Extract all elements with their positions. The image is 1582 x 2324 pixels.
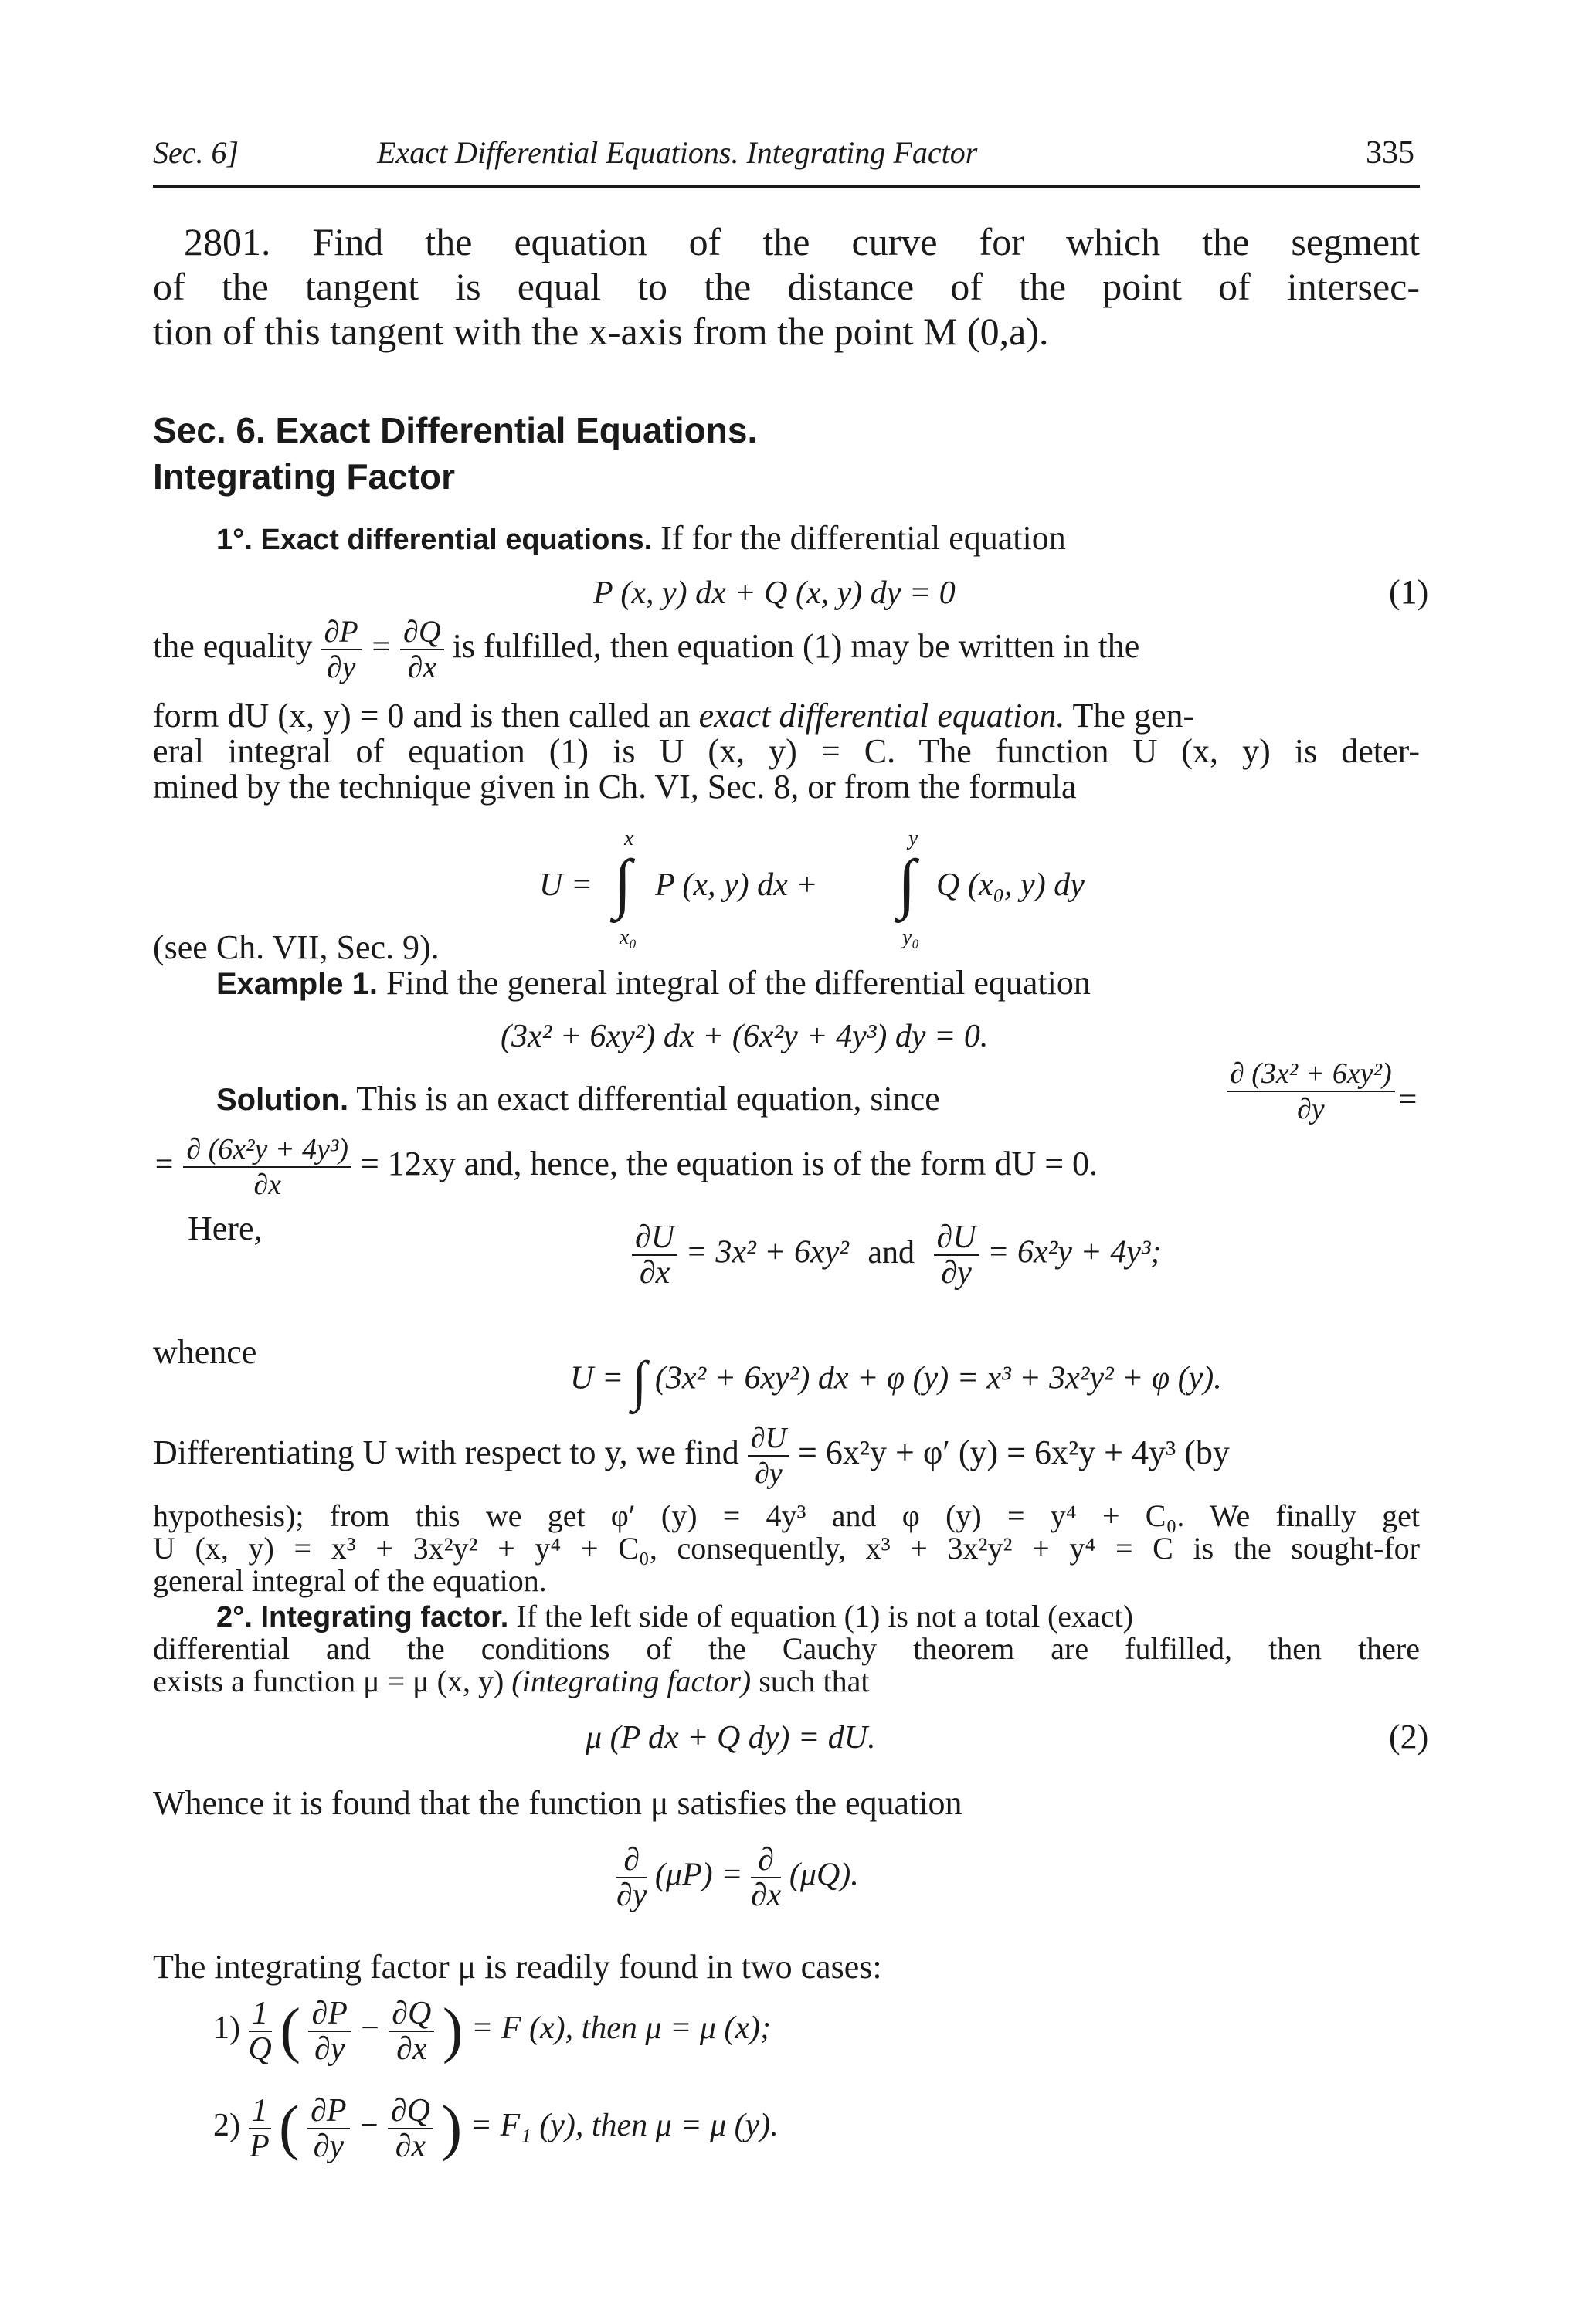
section-heading-line1: Sec. 6. Exact Differential Equations. xyxy=(153,410,758,450)
exact-de-term: exact differential equation. xyxy=(698,697,1065,735)
differentiating-line xyxy=(153,1421,1420,1491)
fraction-den: ∂y xyxy=(326,650,356,684)
equation-1: P (x, y) dx + Q (x, y) dy = 0 xyxy=(593,575,956,611)
case-2-label: 2) xyxy=(213,2108,240,2144)
example-line-2-text: = 12xy and, hence, the equation is of the form dU = 0. xyxy=(359,1145,1098,1183)
exact-intro: If for the differential equation xyxy=(660,519,1066,557)
fraction-num: 1 xyxy=(249,1997,272,2032)
general-integral-line: eral integral of equation (1) is U (x, y) = C. The function U (x, y) is deter- xyxy=(153,732,1420,770)
line3-post: such that xyxy=(759,1664,870,1698)
fraction-den: ∂x xyxy=(253,1169,281,1201)
line3-pre: exists a function μ = μ (x, y) xyxy=(153,1664,504,1698)
fraction-den: P xyxy=(250,2128,270,2164)
partials-line xyxy=(632,1220,1161,1290)
fraction-num: ∂P xyxy=(308,1997,350,2032)
diff-pre: Differentiating U with respect to y, we find xyxy=(153,1433,739,1472)
formula-U-end: Q (x₀, y) dy xyxy=(936,867,1085,903)
fraction-num: ∂ xyxy=(616,1843,647,1878)
exact-paragraph-1 xyxy=(216,517,1066,561)
integrating-line-3 xyxy=(153,1664,870,1699)
whence-line: Whence it is found that the function μ satisfies the equation xyxy=(153,1784,962,1822)
fulfilled-text: is fulfilled, then equation (1) may be written in the xyxy=(452,627,1140,666)
minus-sign: − xyxy=(358,2108,380,2144)
fraction-den: ∂x xyxy=(639,1255,670,1291)
integrating-heading: 2°. Integrating factor. xyxy=(216,1601,509,1634)
fraction-num: ∂U xyxy=(934,1220,979,1256)
example-line-2 xyxy=(153,1132,1098,1202)
fraction-dU-dx xyxy=(632,1220,677,1290)
equals-sign: = xyxy=(369,629,392,666)
case-1-rest: = F (x), then μ = μ (x); xyxy=(470,2010,772,2047)
fraction-num: ∂ (3x² + 6xy²) xyxy=(1227,1057,1395,1092)
the-gen-text: The gen- xyxy=(1072,697,1195,735)
problem-2801-line1: 2801. Find the equation of the curve for which the segment xyxy=(184,220,1420,263)
fraction-dQ-dx xyxy=(400,615,444,684)
left-paren: ( xyxy=(279,2094,300,2162)
fraction-den: ∂y xyxy=(1296,1093,1325,1125)
fraction-den: ∂y xyxy=(314,2031,345,2067)
fraction-den: ∂x xyxy=(395,2128,426,2164)
mu-Q: (μQ). xyxy=(789,1857,859,1893)
fraction-dU-dy xyxy=(748,1421,789,1491)
formula-U xyxy=(539,826,1234,950)
fraction-num: ∂Q xyxy=(400,615,444,650)
fraction-dQ-dx xyxy=(388,2094,433,2163)
U-lhs: U = xyxy=(570,1360,624,1396)
partial-x-rhs: = 3x² + 6xy² xyxy=(685,1234,849,1271)
book-page xyxy=(153,0,1458,2324)
equation-1-number: (1) xyxy=(1389,573,1429,611)
fraction-num: ∂Q xyxy=(389,1997,434,2032)
integrating-line-1 xyxy=(216,1599,1420,1635)
exact-paragraph-2 xyxy=(153,615,1420,684)
fraction-den: ∂y xyxy=(313,2128,345,2164)
whence-text: whence xyxy=(153,1333,257,1371)
fraction-den: Q xyxy=(248,2031,272,2067)
U-rhs: (3x² + 6xy²) dx + φ (y) = x³ + 3x²y² + φ (y). xyxy=(654,1360,1222,1396)
integral-sign: ∫ xyxy=(613,846,632,920)
example-label: Example 1. xyxy=(216,967,379,1001)
here-text: Here, xyxy=(188,1209,263,1247)
case-1 xyxy=(213,1996,771,2066)
case-2-rest: = F₁ (y), then μ = μ (y). xyxy=(470,2108,779,2144)
partial-y-rhs: = 6x²y + 4y³; xyxy=(987,1234,1162,1271)
integrating-line-2: differential and the conditions of the Cauchy theorem are fulfilled, then there xyxy=(153,1631,1420,1666)
fraction-1-P xyxy=(249,2094,271,2163)
fraction-dU-dy xyxy=(934,1220,979,1290)
integral-upper-limit: y xyxy=(908,826,918,850)
example-text: Find the general integral of the differential equation xyxy=(386,964,1091,1002)
fraction-num: ∂P xyxy=(307,2094,349,2129)
the-equality: the equality xyxy=(153,627,313,666)
form-text: form dU (x, y) = 0 and is then called an xyxy=(153,697,691,735)
header-rule xyxy=(153,185,1420,188)
case-2 xyxy=(213,2093,779,2163)
equation-2-number: (2) xyxy=(1389,1718,1429,1756)
minus-sign: − xyxy=(358,2010,381,2047)
U-integral-line xyxy=(570,1350,1222,1412)
fraction-dP-dy xyxy=(321,615,362,684)
right-paren: ) xyxy=(442,1997,463,2064)
fraction-dQ-dx xyxy=(389,1997,434,2066)
fraction-num: ∂Q xyxy=(388,2094,433,2129)
diff-post: = 6x²y + φ′ (y) = 6x²y + 4y³ (by xyxy=(798,1433,1230,1472)
fraction-den: ∂y xyxy=(755,1457,783,1490)
solution-line xyxy=(216,1078,940,1121)
equals-sign: = xyxy=(1397,1082,1419,1118)
formula-U-mid: P (x, y) dx + xyxy=(655,867,818,903)
case-1-label: 1) xyxy=(213,2010,240,2047)
final-line: U (x, y) = x³ + 3x²y² + y⁴ + C₀, consequently, x³ + 3x²y² + y⁴ = C is the sought-for xyxy=(153,1531,1420,1566)
hypothesis-line: hypothesis); from this we get φ′ (y) = 4y³ and φ (y) = y⁴ + C₀. We finally get xyxy=(153,1498,1420,1533)
integral-lower-limit: x₀ xyxy=(620,925,637,949)
problem-2801-line3: tion of this tangent with the x-axis from the point M (0,a). xyxy=(153,310,1049,353)
see-reference: (see Ch. VII, Sec. 9). xyxy=(153,928,440,966)
integral-upper-limit: x xyxy=(624,826,634,850)
example-equation: (3x² + 6xy²) dx + (6x²y + 4y³) dy = 0. xyxy=(501,1019,989,1054)
equals-sign: = xyxy=(153,1147,175,1183)
technique-line: mined by the technique given in Ch. VI, Sec. 8, or from the formula xyxy=(153,768,1077,806)
fraction-num: ∂U xyxy=(632,1220,677,1256)
exact-heading: 1°. Exact differential equations. xyxy=(216,524,653,556)
example-1-line xyxy=(216,962,1091,1005)
fraction-num: ∂P xyxy=(321,615,362,650)
mu-P: (μP) = xyxy=(654,1857,743,1893)
section-heading-line2: Integrating Factor xyxy=(153,456,456,497)
formula-U-lhs: U = xyxy=(539,867,593,903)
fraction-den: ∂y xyxy=(941,1255,972,1291)
and-word: and xyxy=(867,1234,915,1271)
integral-sign: ∫ xyxy=(631,1350,647,1412)
general-integral-conclusion: general integral of the equation. xyxy=(153,1563,547,1598)
fraction-num: 1 xyxy=(249,2094,271,2129)
right-paren: ) xyxy=(441,2094,463,2162)
fraction-dP-dy xyxy=(308,1997,350,2066)
fraction-den: ∂y xyxy=(616,1878,647,1913)
fraction-num: ∂ (6x²y + 4y³) xyxy=(183,1132,351,1168)
integral-lower-limit: y₀ xyxy=(902,925,920,949)
fraction-den: ∂x xyxy=(407,650,437,684)
fraction-partial-x xyxy=(183,1132,351,1202)
fraction-1-Q xyxy=(249,1997,272,2066)
fraction-den: ∂x xyxy=(396,2031,427,2067)
mu-equation xyxy=(616,1843,859,1912)
integral-sign: ∫ xyxy=(898,846,916,920)
integrating-line1-rest: If the left side of equation (1) is not a total (exact) xyxy=(516,1599,1133,1634)
header-title: Exact Differential Equations. Integrating Factor xyxy=(377,135,978,170)
header-section: Sec. 6] xyxy=(153,135,239,170)
left-paren: ( xyxy=(280,1997,300,2064)
page-number: 335 xyxy=(1366,135,1414,171)
fraction-partial-y xyxy=(1227,1057,1395,1126)
fraction-num: ∂U xyxy=(748,1421,789,1457)
cases-intro: The integrating factor μ is readily found in two cases: xyxy=(153,1948,882,1986)
fraction-dP-dy xyxy=(307,2094,349,2163)
fraction-den: ∂x xyxy=(750,1878,782,1913)
equation-2: μ (P dx + Q dy) = dU. xyxy=(586,1720,876,1756)
integrating-factor-term: (integrating factor) xyxy=(511,1664,752,1698)
fraction-num: ∂ xyxy=(751,1843,781,1878)
solution-label: Solution. xyxy=(216,1083,349,1117)
problem-2801-line2: of the tangent is equal to the distance of the point of intersec- xyxy=(153,265,1420,308)
fraction-d-dy xyxy=(616,1843,647,1912)
solution-text: This is an exact differential equation, since xyxy=(356,1080,940,1118)
fraction-d-dx xyxy=(751,1843,781,1912)
